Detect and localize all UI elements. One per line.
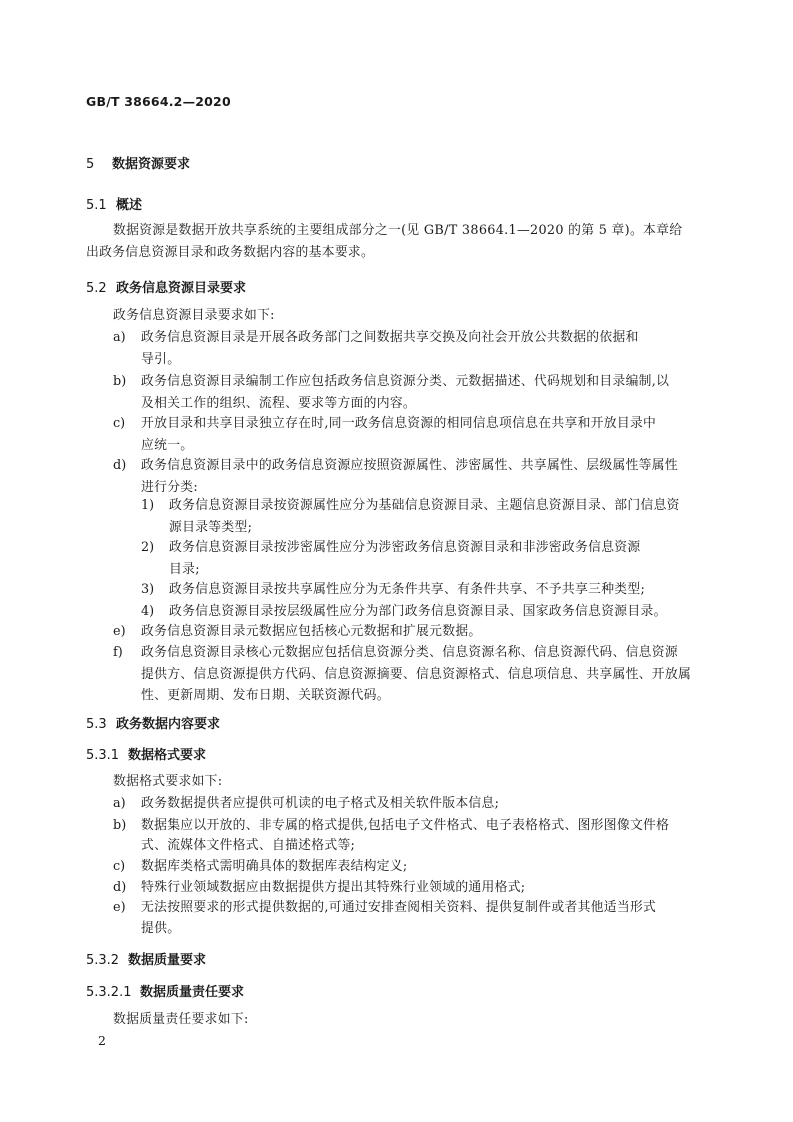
list-item-label: b) — [113, 818, 127, 833]
section-5-heading — [86, 153, 190, 172]
standard-code-header: GB/T 38664.2—2020 — [86, 94, 231, 109]
list-item-label: e) — [113, 900, 126, 915]
list-item-label: b) — [113, 374, 127, 389]
section-number: 5.3.1 — [86, 748, 120, 763]
list-item-text: 应统一。 — [141, 438, 194, 453]
list-item-text: 政务信息资源目录元数据应包括核心元数据和扩展元数据。 — [141, 624, 482, 639]
section-number: 5.1 — [86, 198, 107, 213]
list-item-text: 及相关工作的组织、流程、要求等方面的内容。 — [141, 396, 417, 411]
list-item-label: d) — [113, 880, 127, 895]
list-item-label: c) — [113, 859, 126, 874]
section-title: 数据格式要求 — [128, 748, 207, 763]
list-item-text: 无法按照要求的形式提供数据的,可通过安排查阅相关资料、提供复制件或者其他适当形式 — [141, 900, 657, 915]
section-5-2-heading — [86, 277, 246, 296]
paragraph-line: 数据资源是数据开放共享系统的主要组成部分之一(见 GB/T 38664.1—2020 的第 5 章)。本章给 — [113, 223, 683, 238]
section-number: 5 — [86, 157, 95, 172]
list-item-text: 政务信息资源目录核心元数据应包括信息资源分类、信息资源名称、信息资源代码、信息资源 — [141, 645, 678, 660]
list-intro: 政务信息资源目录要求如下: — [113, 308, 275, 323]
list-item-text: 开放目录和共享目录独立存在时,同一政务信息资源的相同信息项信息在共享和开放目录中 — [141, 416, 657, 431]
sublist-item-label: 4) — [141, 604, 155, 619]
list-item-label: a) — [113, 796, 126, 811]
list-intro: 数据质量责任要求如下: — [113, 1012, 249, 1027]
list-item-text: 进行分类: — [141, 480, 198, 495]
sublist-item-text: 源目录等类型; — [169, 520, 253, 535]
section-5-3-2-heading — [86, 949, 206, 968]
section-5-3-heading — [86, 713, 220, 732]
list-intro: 数据格式要求如下: — [113, 774, 223, 789]
paragraph-line: 出政务信息资源目录和政务数据内容的基本要求。 — [86, 245, 375, 260]
section-number: 5.3.2.1 — [86, 985, 132, 1000]
list-item-text: 政务信息资源目录是开展各政务部门之间数据共享交换及向社会开放公共数据的依据和 — [141, 330, 639, 345]
section-title: 概述 — [116, 198, 143, 213]
list-item-text: 导引。 — [141, 352, 181, 367]
list-item-text: 政务信息资源目录中的政务信息资源应按照资源属性、涉密属性、共享属性、层级属性等属性 — [141, 458, 678, 473]
section-number: 5.2 — [86, 281, 107, 296]
section-title: 数据质量责任要求 — [140, 985, 245, 1000]
list-item-text: 性、更新周期、发布日期、关联资源代码。 — [141, 688, 390, 703]
list-item-label: a) — [113, 330, 126, 345]
list-item-text: 数据库类格式需明确具体的数据库表结构定义; — [141, 859, 408, 874]
section-5-3-2-1-heading — [86, 981, 244, 1000]
section-number: 5.3.2 — [86, 953, 120, 968]
list-item-label: f) — [113, 645, 123, 660]
list-item-text: 特殊行业领域数据应由数据提供方提出其特殊行业领域的通用格式; — [141, 880, 526, 895]
sublist-item-text: 目录; — [169, 562, 200, 577]
list-item-label: d) — [113, 458, 127, 473]
section-title: 数据质量要求 — [128, 953, 207, 968]
list-item-label: e) — [113, 624, 126, 639]
section-number: 5.3 — [86, 717, 107, 732]
list-item-text: 提供方、信息资源提供方代码、信息资源摘要、信息资源格式、信息项信息、共享属性、开放属 — [141, 667, 692, 682]
section-5-3-1-heading — [86, 744, 206, 763]
section-title: 政务信息资源目录要求 — [116, 281, 247, 296]
sublist-item-label: 2) — [141, 540, 155, 555]
sublist-item-text: 政务信息资源目录按涉密属性应分为涉密政务信息资源目录和非涉密政务信息资源 — [169, 540, 641, 555]
list-item-text: 政务信息资源目录编制工作应包括政务信息资源分类、元数据描述、代码规划和目录编制,以 — [141, 374, 670, 389]
list-item-label: c) — [113, 416, 126, 431]
section-5-1-heading — [86, 194, 142, 213]
section-title: 政务数据内容要求 — [116, 717, 221, 732]
section-title: 数据资源要求 — [112, 157, 191, 172]
sublist-item-text: 政务信息资源目录按资源属性应分为基础信息资源目录、主题信息资源目录、部门信息资 — [169, 498, 680, 513]
list-item-text: 提供。 — [141, 921, 181, 936]
list-item-text: 政务数据提供者应提供可机读的电子格式及相关软件版本信息; — [141, 796, 500, 811]
list-item-text: 式、流媒体文件格式、自描述格式等; — [141, 838, 356, 853]
page-number: 2 — [98, 1033, 106, 1048]
sublist-item-text: 政务信息资源目录按层级属性应分为部门政务信息资源目录、国家政务信息资源目录。 — [169, 604, 667, 619]
list-item-text: 数据集应以开放的、非专属的格式提供,包括电子文件格式、电子表格格式、图形图像文件格 — [141, 818, 670, 833]
sublist-item-text: 政务信息资源目录按共享属性应分为无条件共享、有条件共享、不予共享三种类型; — [169, 582, 646, 597]
sublist-item-label: 1) — [141, 498, 155, 513]
sublist-item-label: 3) — [141, 582, 155, 597]
